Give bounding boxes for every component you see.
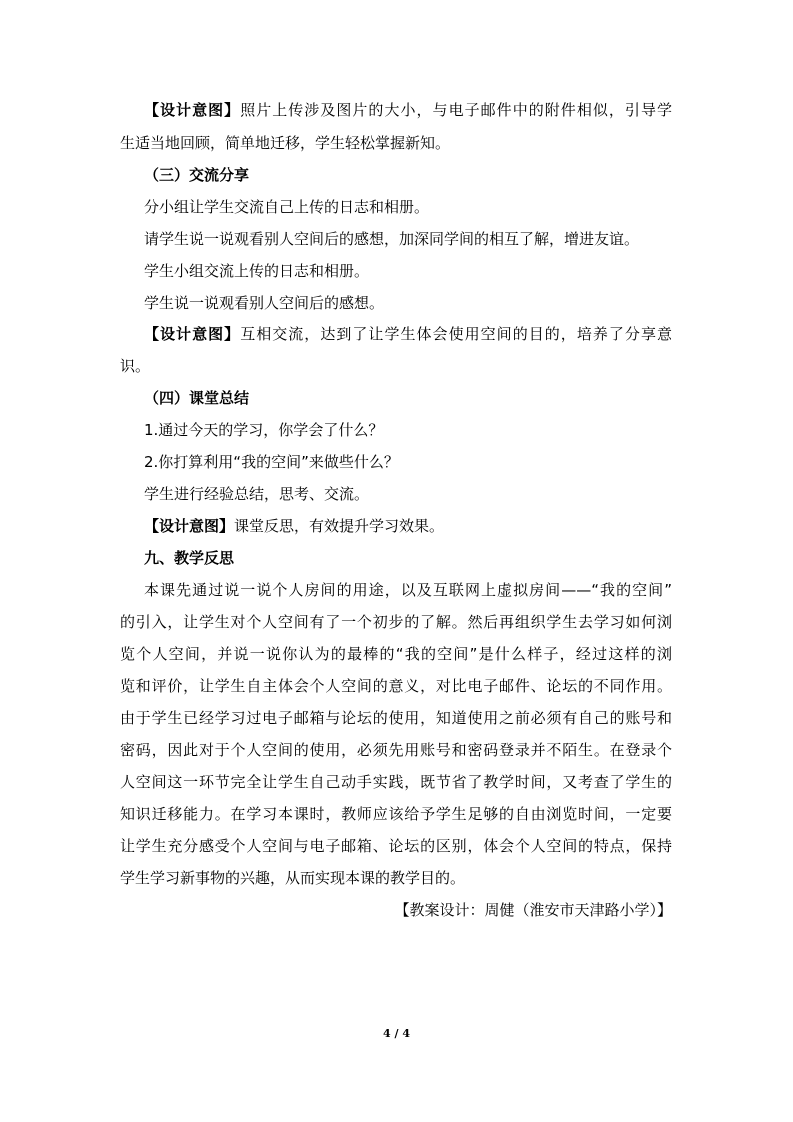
paragraph-text: 照片上传涉及图片的大小，与电子邮件中的附件相似，引导学: [240, 101, 672, 119]
paragraph-text: 请学生说一说观看别人空间后的感想，加深同学间的相互了解，增进友谊。: [144, 230, 640, 248]
reflection-line: 览个人空间，并说一说你认为的最棒的“我的空间”是什么样子，经过这样的浏: [120, 645, 672, 663]
paragraph-text: 分小组让学生交流自己上传的日志和相册。: [144, 198, 430, 216]
list-item: 2.你打算利用“我的空间”来做些什么？: [144, 453, 399, 471]
reflection-line: 学生学习新事物的兴趣，从而实现本课的教学目的。: [120, 869, 466, 887]
paragraph-text: 课堂反思，有效提升学习效果。: [234, 517, 445, 535]
paragraph-text: 识。: [120, 357, 151, 375]
paragraph-text: 学生小组交流上传的日志和相册。: [144, 262, 370, 280]
section-heading-3: （三）交流分享: [144, 166, 250, 184]
paragraph-text: 生适当地回顾，简单地迁移，学生轻松掌握新知。: [120, 134, 451, 152]
page-number: 4 / 4: [383, 1027, 410, 1040]
reflection-line: 由于学生已经学习过电子邮箱与论坛的使用，知道使用之前必须有自己的账号和: [120, 709, 672, 727]
reflection-line: 密码，因此对于个人空间的使用，必须先用账号和密码登录并不陌生。在登录个: [120, 741, 672, 759]
paragraph-text: 学生进行经验总结，思考、交流。: [144, 485, 370, 503]
lesson-plan-credit: 【教案设计：周健（淮安市天津路小学）】: [394, 901, 672, 919]
reflection-line: 让学生充分感受个人空间与电子邮箱、论坛的区别，体会个人空间的特点，保持: [120, 837, 672, 855]
design-intent-label: 【设计意图】: [144, 101, 241, 119]
reflection-line: 人空间这一环节完全让学生自己动手实践，既节省了教学时间，又考查了学生的: [120, 773, 672, 791]
paragraph-text: 学生说一说观看别人空间后的感想。: [144, 294, 385, 312]
paragraph-text: 互相交流，达到了让学生体会使用空间的目的，培养了分享意: [240, 325, 672, 343]
design-intent-paragraph-1: [144, 100, 672, 120]
reflection-line: 知识迁移能力。在学习本课时，教师应该给予学生足够的自由浏览时间，一定要: [120, 805, 672, 823]
section-heading-4: （四）课堂总结: [144, 389, 250, 407]
reflection-line: 的引入，让学生对个人空间有了一个初步的了解。然后再组织学生去学习如何浏: [120, 613, 672, 631]
design-intent-paragraph-2: [144, 324, 672, 344]
list-item: 1.通过今天的学习，你学会了什么？: [144, 421, 384, 439]
design-intent-label: 【设计意图】: [144, 325, 241, 343]
reflection-line: 览和评价，让学生自主体会个人空间的意义，对比电子邮件、论坛的不同作用。: [120, 677, 672, 695]
design-intent-label: 【设计意图】: [144, 517, 235, 535]
reflection-line: 本课先通过说一说个人房间的用途，以及互联网上虚拟房间——“我的空间”: [144, 581, 672, 599]
section-heading-9: 九、教学反思: [144, 549, 235, 567]
design-intent-paragraph-3: [144, 516, 444, 536]
